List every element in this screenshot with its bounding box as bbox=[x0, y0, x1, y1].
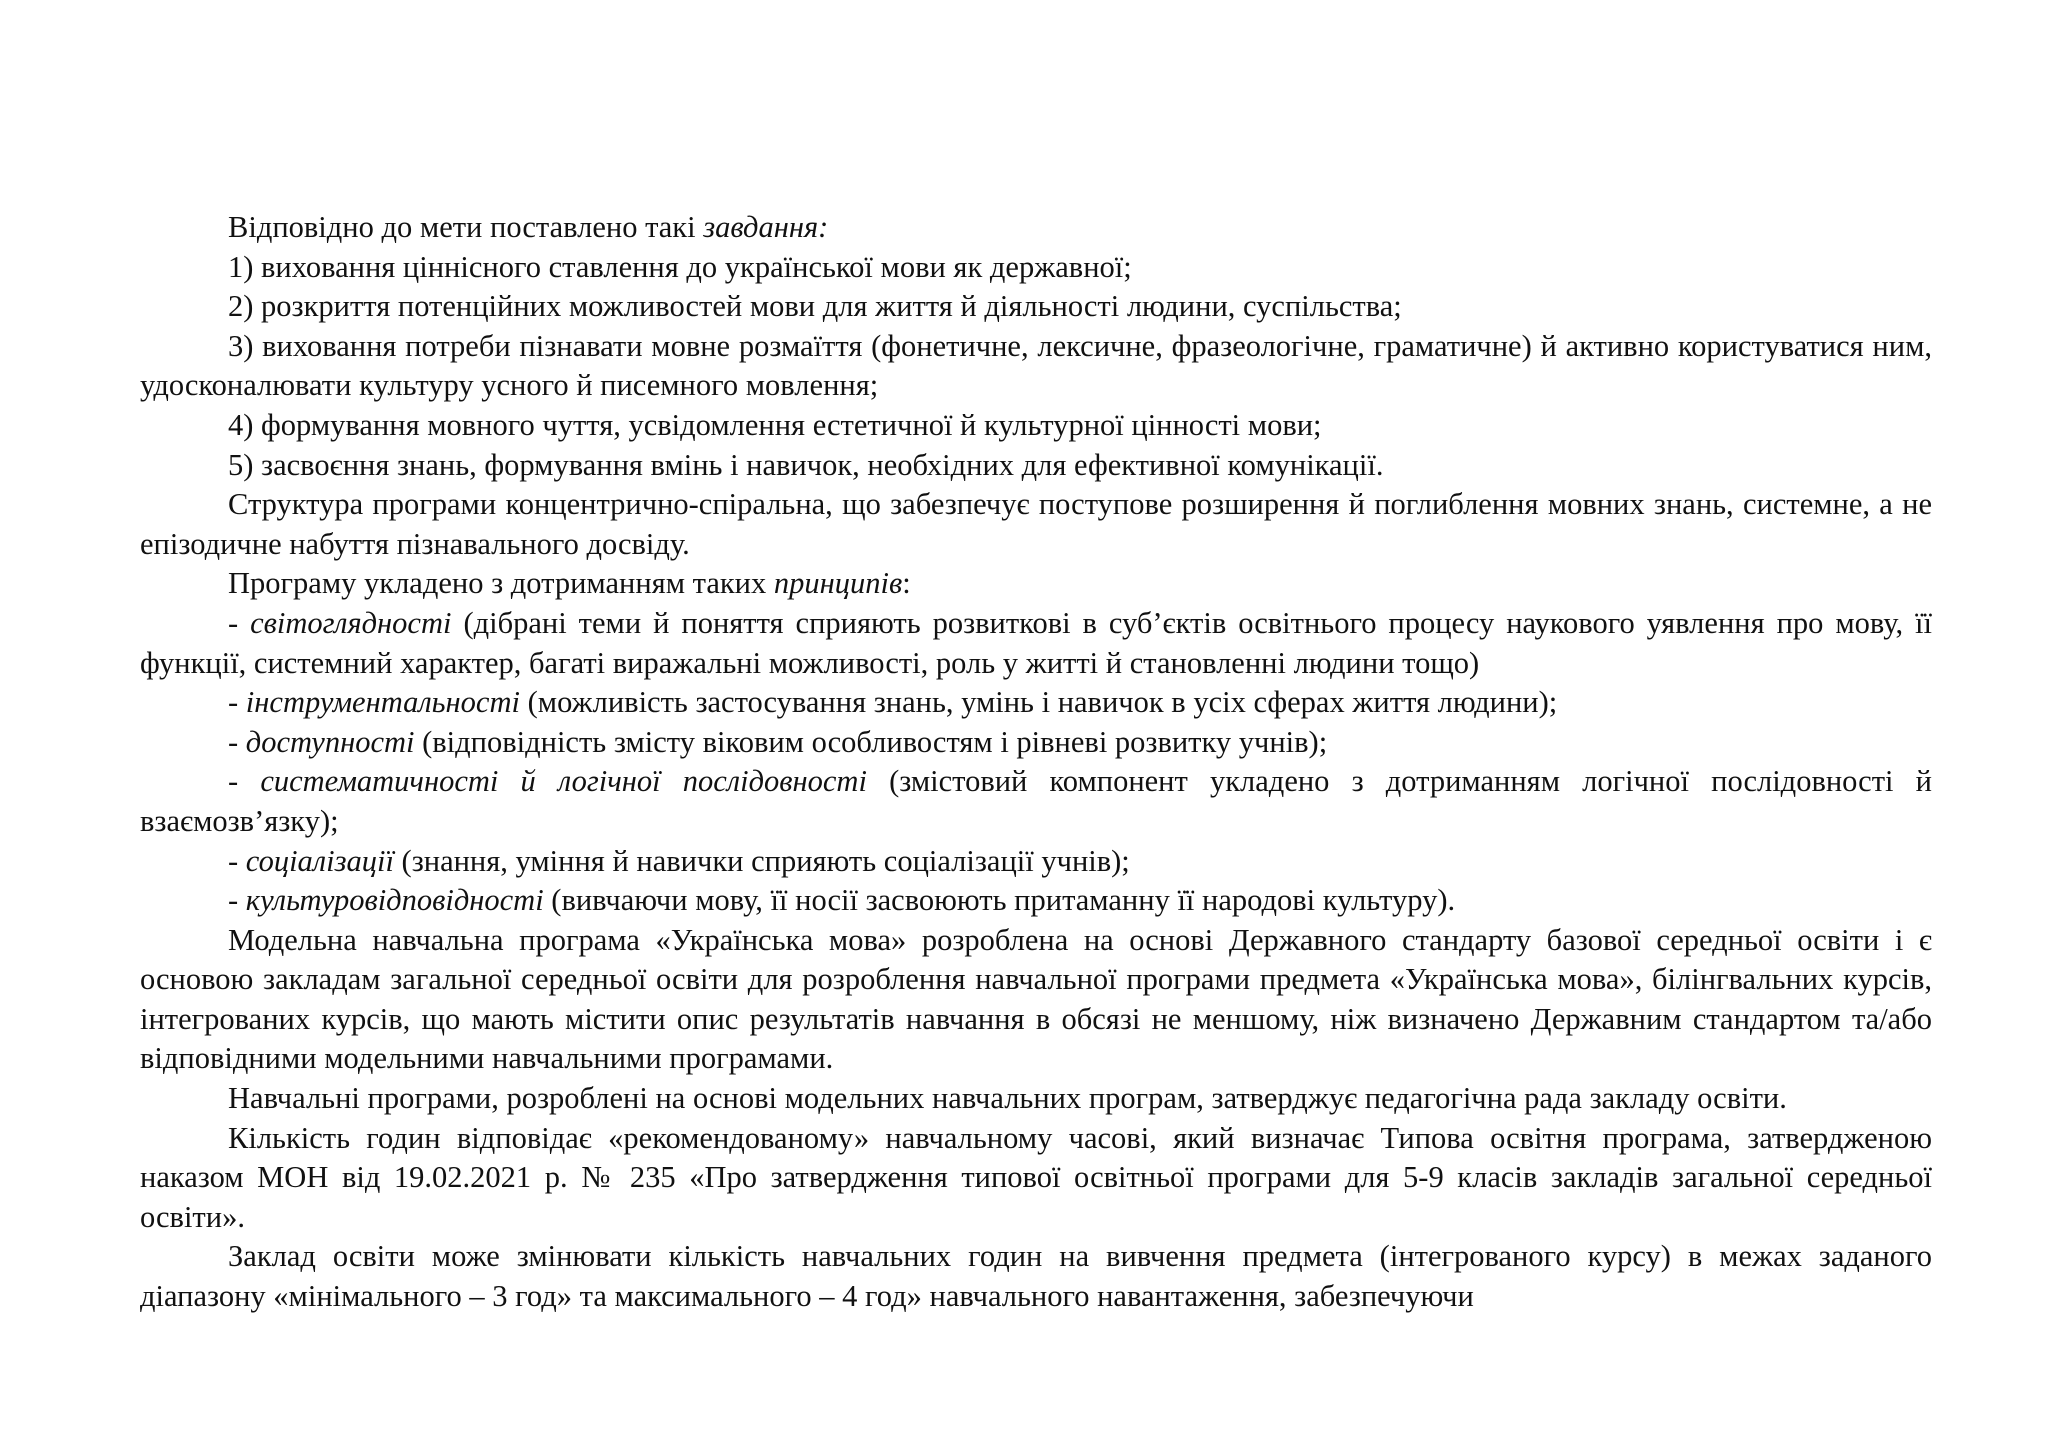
text-run: 5) засвоєння знань, формування вмінь і навичок, необхідних для ефективної комунікації. bbox=[228, 447, 1384, 482]
paragraph bbox=[140, 485, 1932, 564]
paragraph bbox=[140, 248, 1932, 288]
paragraph bbox=[140, 683, 1932, 723]
paragraph bbox=[140, 921, 1932, 1079]
paragraph bbox=[140, 723, 1932, 763]
text-run: - bbox=[228, 605, 251, 640]
text-run: (можливість застосування знань, умінь і навичок в усіх сферах життя людини); bbox=[519, 685, 1558, 720]
italic-text: принципів bbox=[773, 566, 903, 601]
text-run: - bbox=[228, 764, 261, 799]
text-run: (знання, уміння й навички сприяють соціалізації учнів); bbox=[393, 843, 1130, 878]
italic-text: соціалізації bbox=[245, 843, 394, 878]
italic-text: доступності bbox=[245, 724, 415, 759]
text-run: Модельна навчальна програма «Українська мова» розроблена на основі Державного стандарту базової середньої освіти і є основою закладам загальної середньої освіти для розроблення навчальної програми предмета «Українська мова», білінгвальних курсів, інтегрованих курсів, що мають містити опис результатів навчання в обсязі не меншому, ніж визначено Державним стандартом та/або відповідними модельними навчальними програмами. bbox=[140, 922, 1932, 1076]
text-run: (дібрані теми й поняття сприяють розвиткові в суб’єктів освітнього процесу наукового уявлення про мову, її функції, системний характер, багаті виражальні можливості, роль у житті й становленні людини тощо) bbox=[140, 605, 1932, 680]
text-run: (змістовий компонент укладено з дотриманням логічної послідовності й взаємозв’язку); bbox=[140, 764, 1932, 838]
paragraph bbox=[140, 208, 1932, 248]
text-run: Програму укладено з дотриманням таких bbox=[228, 566, 774, 601]
text-run: 4) формування мовного чуття, усвідомлення естетичної й культурної цінності мови; bbox=[228, 407, 1322, 442]
italic-text: світоглядності bbox=[250, 605, 452, 640]
paragraph bbox=[140, 1079, 1932, 1119]
text-run: 3) виховання потреби пізнавати мовне розмаїття (фонетичне, лексичне, фразеологічне, граматичне) й активно користуватися ним, удосконалювати культуру усного й писемного мовлення; bbox=[140, 328, 1932, 403]
text-run: Навчальні програми, розроблені на основі модельних навчальних програм, затверджує педагогічна рада закладу освіти. bbox=[228, 1081, 1787, 1116]
document-body bbox=[140, 208, 1932, 1317]
paragraph bbox=[140, 446, 1932, 486]
text-run: Відповідно до мети поставлено такі bbox=[228, 210, 704, 244]
text-run: (вивчаючи мову, її носії засвоюють притаманну її народові культуру). bbox=[543, 883, 1456, 918]
paragraph bbox=[140, 762, 1932, 841]
paragraph bbox=[140, 1119, 1932, 1238]
italic-text: систематичності й логічної послідовності bbox=[260, 764, 867, 799]
text-run: Кількість годин відповідає «рекомендованому» навчальному часові, який визначає Типова освітня програма, затвердженою наказом МОН від 19.02.2021 р. № 235 «Про затвердження типової освітньої програми для 5-9 класів закладів загальної середньої освіти». bbox=[140, 1120, 1932, 1234]
paragraph bbox=[140, 327, 1932, 406]
text-run: 2) розкриття потенційних можливостей мови для життя й діяльності людини, суспільства; bbox=[228, 289, 1402, 324]
italic-text: інструментальності bbox=[245, 685, 520, 720]
text-run: (відповідність змісту віковим особливостям і рівневі розвитку учнів); bbox=[414, 724, 1328, 759]
paragraph bbox=[140, 1237, 1932, 1316]
text-run: : bbox=[902, 566, 911, 601]
paragraph bbox=[140, 564, 1932, 604]
paragraph bbox=[140, 881, 1932, 921]
text-run: Структура програми концентрично-спіральна, що забезпечує поступове розширення й поглиблення мовних знань, системне, а не епізодичне набуття пізнавального досвіду. bbox=[140, 487, 1932, 561]
italic-text: завдання: bbox=[703, 210, 829, 244]
paragraph bbox=[140, 842, 1932, 882]
text-run: - bbox=[228, 685, 246, 720]
italic-text: культуровідповідності bbox=[245, 883, 544, 918]
text-run: Заклад освіти може змінювати кількість навчальних годин на вивчення предмета (інтегрованого курсу) в межах заданого діапазону «мінімального – 3 год» та максимального – 4 год» навчального навантаження, забезпечуючи bbox=[140, 1239, 1932, 1314]
text-run: - bbox=[228, 724, 246, 759]
paragraph bbox=[140, 604, 1932, 683]
paragraph bbox=[140, 406, 1932, 446]
paragraph bbox=[140, 287, 1932, 327]
text-run: - bbox=[228, 843, 246, 878]
text-run: - bbox=[228, 883, 246, 918]
text-run: 1) виховання ціннісного ставлення до української мови як державної; bbox=[228, 249, 1132, 284]
